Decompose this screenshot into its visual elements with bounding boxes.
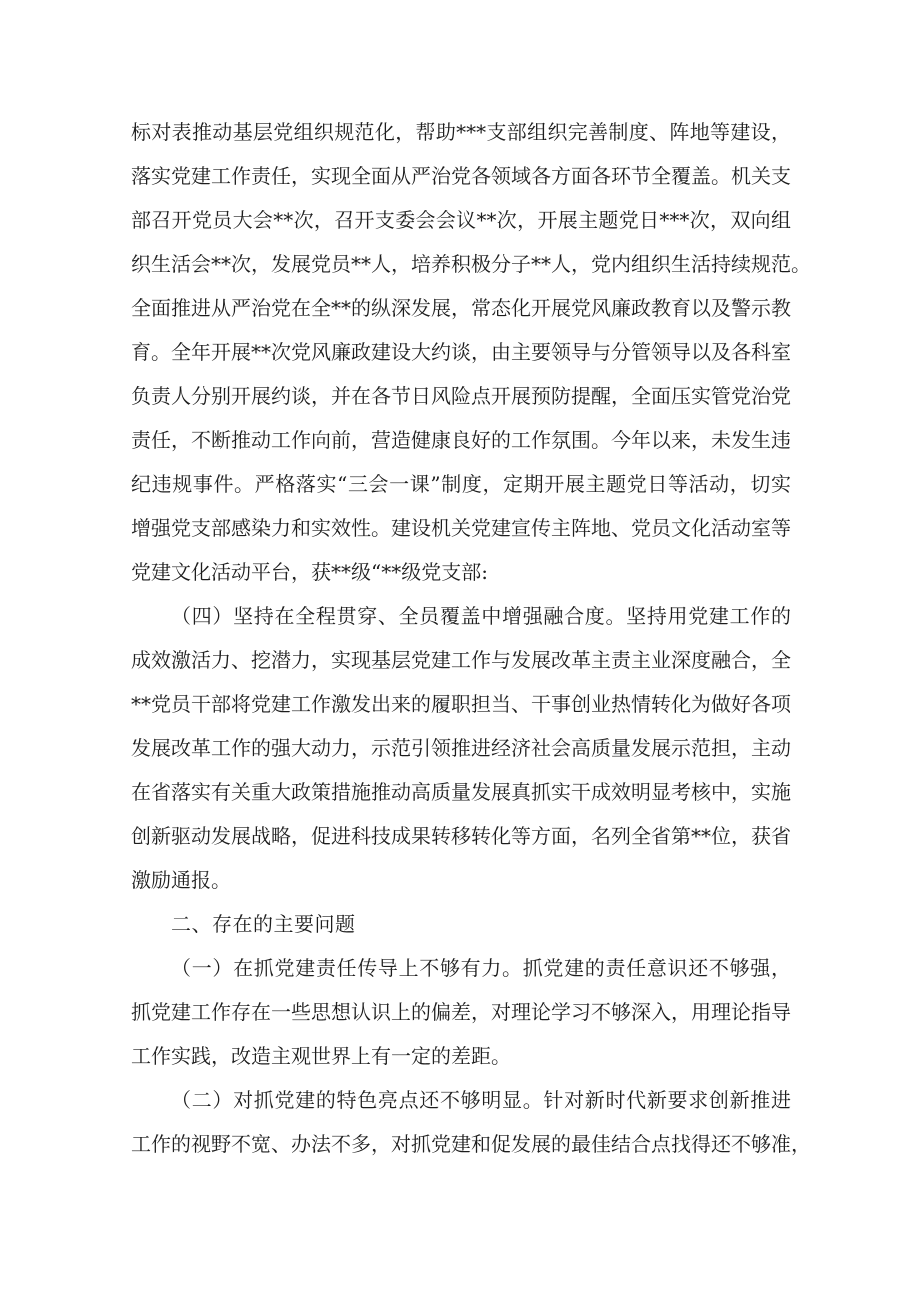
issue-one-first-line: （一）在抓党建责任传导上不够有力。抓党建的责任意识还不够强，	[171, 956, 791, 980]
paragraph-line: 落实党建工作责任，实现全面从严治党各领域各方面各环节全覆盖。机关支	[131, 164, 791, 188]
paragraph-line: 负责人分别开展约谈，并在各节日风险点开展预防提醒，全面压实管党治党	[131, 384, 791, 408]
section-heading: 二、存在的主要问题	[171, 912, 356, 936]
section-four-first-line: （四）坚持在全程贯穿、全员覆盖中增强融合度。坚持用党建工作的	[171, 604, 791, 628]
paragraph-line: 增强党支部感染力和实效性。建设机关党建宣传主阵地、党员文化活动室等	[131, 516, 791, 540]
paragraph-line: 创新驱动发展战略，促进科技成果转移转化等方面，名列全省第**位，获省	[131, 824, 791, 848]
paragraph-line: 工作实践，改造主观世界上有一定的差距。	[131, 1044, 511, 1068]
paragraph-line: 激励通报。	[131, 868, 231, 892]
paragraph-line: 织生活会**次，发展党员**人，培养积极分子**人，党内组织生活持续规范。	[131, 252, 811, 276]
paragraph-line: 责任，不断推动工作向前，营造健康良好的工作氛围。今年以来，未发生违	[131, 428, 791, 452]
paragraph-line: 部召开党员大会**次，召开支委会会议**次，开展主题党日***次，双向组	[131, 208, 791, 232]
paragraph-line: 发展改革工作的强大动力，示范引领推进经济社会高质量发展示范担，主动	[131, 736, 791, 760]
paragraph-line: 党建文化活动平台，获**级“**级党支部:	[131, 560, 488, 584]
paragraph-line: 在省落实有关重大政策措施推动高质量发展真抓实干成效明显考核中，实施	[131, 780, 791, 804]
paragraph-line: 全面推进从严治党在全**的纵深发展，常态化开展党风廉政教育以及警示教	[131, 296, 791, 320]
paragraph-line: 成效激活力、挖潜力，实现基层党建工作与发展改革主责主业深度融合，全	[131, 648, 791, 672]
issue-two-first-line: （二）对抓党建的特色亮点还不够明显。针对新时代新要求创新推进	[171, 1088, 791, 1112]
paragraph-line: **党员干部将党建工作激发出来的履职担当、干事创业热情转化为做好各项	[131, 692, 791, 716]
paragraph-line: 标对表推动基层党组织规范化，帮助***支部组织完善制度、阵地等建设，	[131, 120, 791, 144]
paragraph-line: 工作的视野不宽、办法不多，对抓党建和促发展的最佳结合点找得还不够准，	[131, 1132, 811, 1156]
paragraph-line: 育。全年开展**次党风廉政建设大约谈，由主要领导与分管领导以及各科室	[131, 340, 791, 364]
paragraph-line: 纪违规事件。严格落实“三会一课”制度，定期开展主题党日等活动，切实	[131, 472, 791, 496]
paragraph-line: 抓党建工作存在一些思想认识上的偏差，对理论学习不够深入，用理论指导	[131, 1000, 791, 1024]
